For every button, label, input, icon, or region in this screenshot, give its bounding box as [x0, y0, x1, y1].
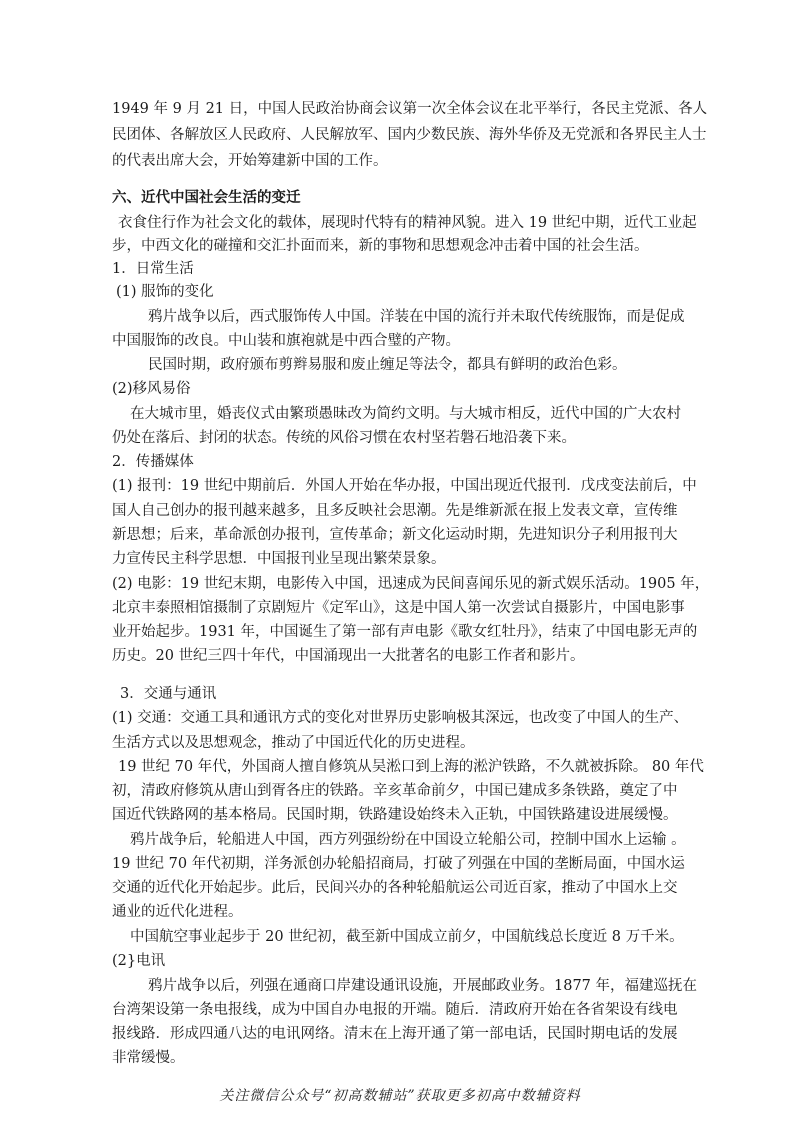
paragraph-line: 生活方式以及思想观念，推动了中国近代化的历史进程。: [112, 735, 475, 751]
paragraph-line: (1) 交通：交通工具和通讯方式的变化对世界历史影响极其深远，也改变了中国人的生产、: [112, 710, 689, 726]
paragraph-line: 仍处在落后、封闭的状态。传统的风俗习惯在农村坚若磐石地沿袭下来。: [112, 430, 576, 446]
subsection-heading: 2．传播媒体: [112, 454, 194, 470]
paragraph-line: 19 世纪 70 年代，外国商人擅自修筑从吴淞口到上海的淞沪铁路，不久就被拆除。 80 年代: [118, 759, 704, 775]
paragraph-line: 民国时期，政府颁布剪辫易服和废止缠足等法令，都具有鲜明的政治色彩。: [148, 357, 627, 373]
paragraph-line: 报线路．形成四通八达的电讯网络。清末在上海开通了第一部电话，民国时期电话的发展: [112, 1026, 678, 1042]
paragraph-line: 非常缓慢。: [112, 1050, 185, 1066]
subsection-heading: 3．交通与通讯: [120, 686, 217, 702]
paragraph-line: 衣食住行作为社会文化的载体，展现时代特有的精神风貌。进入 19 世纪中期，近代工业起: [118, 215, 697, 231]
paragraph-line: 通业的近代化进程。: [112, 904, 243, 920]
paragraph-line: (2) 电影：19 世纪末期，电影传入中国，迅速成为民间喜闻乐见的新式娱乐活动。1905 年，: [112, 576, 710, 592]
paragraph-line: 鸦片战争后，轮船进人中国，西方列强纷纷在中国设立轮船公司，控制中国水上运输 。: [130, 832, 686, 848]
paragraph-line: 初，清政府修筑从唐山到胥各庄的铁路。辛亥革命前夕，中国已建成多条铁路，奠定了中: [112, 783, 678, 799]
paragraph-line: 中国服饰的改良。中山装和旗袍就是中西合璧的产物。: [112, 333, 460, 349]
intro-line: 1949 年 9 月 21 日，中国人民政治协商会议第一次全体会议在北平举行，各民主党派、各人: [112, 101, 708, 117]
paragraph-line: 历史。20 世纪三四十年代，中国涌现出一大批著名的电影工作者和影片。: [112, 648, 585, 664]
paragraph-line: (1) 报刊：19 世纪中期前后．外国人开始在华办报，中国出现近代报刊．戊戌变法前后，中: [112, 478, 697, 494]
paragraph-line: 国近代铁路网的基本格局。民国时期，铁路建设始终未入正轨，中国铁路建设进展缓慢。: [112, 807, 678, 823]
paragraph-line: 鸦片战争以后，西式服饰传人中国。洋装在中国的流行并未取代传统服饰，而是促成: [148, 309, 685, 325]
sub-heading: (2)移风易俗: [112, 381, 191, 397]
sub-heading: (1) 服饰的变化: [116, 284, 214, 300]
subsection-heading: 1．日常生活: [112, 261, 194, 277]
paragraph-line: 北京丰泰照相馆摄制了京剧短片《定军山》，这是中国人第一次尝试自摄影片，中国电影事: [112, 600, 685, 616]
paragraph-line: 国人自己创办的报刊越来越多，且多反映社会思潮。先是维新派在报上发表文章，宣传维: [112, 503, 678, 519]
paragraph-line: 在大城市里，婚丧仪式由繁琐愚昧改为简约文明。与大城市相反，近代中国的广大农村: [130, 406, 681, 422]
intro-line: 民团体、各解放区人民政府、人民解放军、国内少数民族、海外华侨及无党派和各界民主人士: [112, 127, 707, 143]
paragraph-line: 鸦片战争以后，列强在通商口岸建设通讯设施，开展邮政业务。1877 年，福建巡抚在: [148, 978, 698, 994]
section-heading: 六、近代中国社会生活的变迁: [112, 189, 301, 206]
sub-heading: (2}电讯: [112, 953, 166, 969]
paragraph-line: 步，中西文化的碰撞和交汇扑面而来，新的事物和思想观念冲击着中国的社会生活。: [112, 238, 649, 254]
paragraph-line: 新思想；后来，革命派创办报刊，宣传革命；新文化运动时期，先进知识分子利用报刊大: [112, 527, 678, 543]
paragraph-line: 台湾架设第一条电报线，成为中国自办电报的开端。随后．清政府开始在各省架设有线电: [112, 1002, 678, 1018]
footer-note: 关注微信公众号“初高数辅站”获取更多初高中数辅资料: [219, 1088, 581, 1104]
intro-line: 的代表出席大会，开始筹建新中国的工作。: [112, 153, 388, 169]
paragraph-line: 业开始起步。1931 年，中国诞生了第一部有声电影《歌女红牡丹》，结束了中国电影无声的: [112, 624, 698, 640]
paragraph-line: 中国航空事业起步于 20 世纪初，截至新中国成立前夕，中国航线总长度近 8 万千米。: [130, 929, 684, 945]
paragraph-line: 力宣传民主科学思想．中国报刊业呈现出繁荣景象。: [112, 551, 446, 567]
paragraph-line: 交通的近代化开始起步。此后，民间兴办的各种轮船航运公司近百家，推动了中国水上交: [112, 880, 678, 896]
paragraph-line: 19 世纪 70 年代初期，洋务派创办轮船招商局，打破了列强在中国的垄断局面，中国水运: [112, 856, 685, 872]
